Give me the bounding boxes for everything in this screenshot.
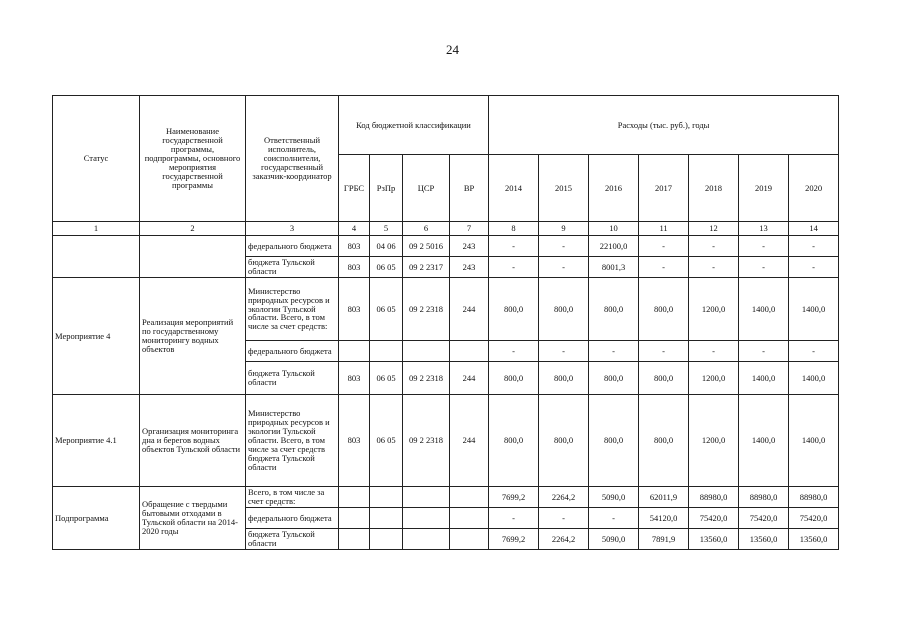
table-row: [53, 487, 839, 508]
responsible-cell: бюджета Тульской области: [246, 362, 339, 395]
value-cell: 13560,0: [789, 529, 839, 550]
value-cell: -: [789, 257, 839, 278]
rzpr-cell: 06 05: [370, 278, 403, 341]
value-cell: 800,0: [639, 395, 689, 487]
value-cell: 7699,2: [489, 529, 539, 550]
header-year: 2019: [739, 155, 789, 222]
name-cell: [140, 236, 246, 278]
value-cell: 2264,2: [539, 487, 589, 508]
csr-cell: [403, 341, 450, 362]
value-cell: -: [689, 341, 739, 362]
value-cell: 800,0: [589, 278, 639, 341]
vr-cell: 243: [450, 257, 489, 278]
value-cell: 1200,0: [689, 278, 739, 341]
responsible-cell: бюджета Тульской области: [246, 257, 339, 278]
csr-cell: 09 2 2318: [403, 395, 450, 487]
header-name: Наименование государственной программы, подпрограммы, основного мероприятия государственной программы: [140, 96, 246, 222]
name-cell: Реализация мероприятий по государственному мониторингу водных объектов: [140, 278, 246, 395]
header-responsible: Ответственный исполнитель, соисполнители, государственный заказчик-координатор: [246, 96, 339, 222]
responsible-cell: Министерство природных ресурсов и экологии Тульской области. Всего, в том числе за счет средств бюджета Тульской области: [246, 395, 339, 487]
value-cell: 800,0: [489, 362, 539, 395]
page-number: 24: [446, 42, 459, 57]
header-year: 2014: [489, 155, 539, 222]
header-year: 2015: [539, 155, 589, 222]
value-cell: 5090,0: [589, 487, 639, 508]
header-status: Статус: [53, 96, 140, 222]
csr-cell: [403, 529, 450, 550]
grbs-cell: 803: [339, 395, 370, 487]
value-cell: 13560,0: [739, 529, 789, 550]
header-year: 2018: [689, 155, 739, 222]
value-cell: -: [639, 341, 689, 362]
value-cell: 800,0: [639, 362, 689, 395]
value-cell: -: [589, 341, 639, 362]
col-number: 7: [450, 222, 489, 236]
value-cell: 75420,0: [789, 508, 839, 529]
value-cell: 88980,0: [789, 487, 839, 508]
rzpr-cell: 06 05: [370, 362, 403, 395]
header-budget-code: Код бюджетной классификации: [339, 96, 489, 155]
value-cell: 1400,0: [739, 278, 789, 341]
table-row: [53, 395, 839, 487]
col-number: 12: [689, 222, 739, 236]
value-cell: 54120,0: [639, 508, 689, 529]
rzpr-cell: [370, 341, 403, 362]
table-row: [53, 236, 839, 257]
rzpr-cell: 06 05: [370, 257, 403, 278]
value-cell: 5090,0: [589, 529, 639, 550]
value-cell: 800,0: [539, 362, 589, 395]
csr-cell: [403, 487, 450, 508]
value-cell: -: [539, 341, 589, 362]
header-year: 2020: [789, 155, 839, 222]
responsible-cell: федерального бюджета: [246, 341, 339, 362]
responsible-cell: федерального бюджета: [246, 508, 339, 529]
value-cell: 88980,0: [689, 487, 739, 508]
budget-table: [52, 95, 839, 550]
header-grbs: ГРБС: [339, 155, 370, 222]
col-number: 1: [53, 222, 140, 236]
value-cell: -: [639, 257, 689, 278]
vr-cell: 244: [450, 395, 489, 487]
col-number: 6: [403, 222, 450, 236]
value-cell: -: [739, 257, 789, 278]
status-cell: [53, 236, 140, 278]
value-cell: -: [789, 341, 839, 362]
csr-cell: 09 2 5016: [403, 236, 450, 257]
vr-cell: 244: [450, 362, 489, 395]
vr-cell: [450, 508, 489, 529]
rzpr-cell: [370, 508, 403, 529]
responsible-cell: федерального бюджета: [246, 236, 339, 257]
value-cell: 88980,0: [739, 487, 789, 508]
header-year: 2016: [589, 155, 639, 222]
col-number: 8: [489, 222, 539, 236]
col-number: 14: [789, 222, 839, 236]
col-number: 10: [589, 222, 639, 236]
status-cell: Подпрограмма: [53, 487, 140, 550]
name-cell: Организация мониторинга дна и берегов водных объектов Тульской области: [140, 395, 246, 487]
value-cell: -: [789, 236, 839, 257]
value-cell: 22100,0: [589, 236, 639, 257]
rzpr-cell: 06 05: [370, 395, 403, 487]
col-number: 5: [370, 222, 403, 236]
grbs-cell: [339, 487, 370, 508]
value-cell: 62011,9: [639, 487, 689, 508]
value-cell: 1200,0: [689, 362, 739, 395]
value-cell: 1400,0: [739, 362, 789, 395]
value-cell: -: [489, 341, 539, 362]
grbs-cell: [339, 529, 370, 550]
vr-cell: [450, 529, 489, 550]
value-cell: 8001,3: [589, 257, 639, 278]
csr-cell: 09 2 2317: [403, 257, 450, 278]
value-cell: 75420,0: [739, 508, 789, 529]
status-cell: Мероприятие 4.1: [53, 395, 140, 487]
col-number: 3: [246, 222, 339, 236]
value-cell: -: [739, 341, 789, 362]
col-number: 2: [140, 222, 246, 236]
responsible-cell: Всего, в том числе за счет средств:: [246, 487, 339, 508]
value-cell: 13560,0: [689, 529, 739, 550]
csr-cell: [403, 508, 450, 529]
value-cell: -: [739, 236, 789, 257]
value-cell: -: [589, 508, 639, 529]
vr-cell: [450, 487, 489, 508]
rzpr-cell: 04 06: [370, 236, 403, 257]
value-cell: 1400,0: [789, 395, 839, 487]
header-csr: ЦСР: [403, 155, 450, 222]
value-cell: 75420,0: [689, 508, 739, 529]
grbs-cell: 803: [339, 257, 370, 278]
value-cell: 800,0: [539, 395, 589, 487]
value-cell: -: [539, 257, 589, 278]
grbs-cell: 803: [339, 362, 370, 395]
value-cell: 7699,2: [489, 487, 539, 508]
grbs-cell: [339, 508, 370, 529]
rzpr-cell: [370, 529, 403, 550]
value-cell: 1400,0: [739, 395, 789, 487]
value-cell: 1400,0: [789, 278, 839, 341]
value-cell: 800,0: [589, 362, 639, 395]
header-rzpr: РзПр: [370, 155, 403, 222]
value-cell: -: [489, 257, 539, 278]
value-cell: -: [689, 236, 739, 257]
value-cell: 800,0: [489, 395, 539, 487]
value-cell: -: [689, 257, 739, 278]
value-cell: -: [489, 508, 539, 529]
vr-cell: 243: [450, 236, 489, 257]
value-cell: 800,0: [539, 278, 589, 341]
value-cell: -: [639, 236, 689, 257]
csr-cell: 09 2 2318: [403, 362, 450, 395]
grbs-cell: 803: [339, 236, 370, 257]
value-cell: 1200,0: [689, 395, 739, 487]
value-cell: 1400,0: [789, 362, 839, 395]
csr-cell: 09 2 2318: [403, 278, 450, 341]
vr-cell: 244: [450, 278, 489, 341]
col-number: 9: [539, 222, 589, 236]
col-number: 4: [339, 222, 370, 236]
header-vr: ВР: [450, 155, 489, 222]
value-cell: 2264,2: [539, 529, 589, 550]
grbs-cell: 803: [339, 278, 370, 341]
responsible-cell: Министерство природных ресурсов и экологии Тульской области. Всего, в том числе за счет средств:: [246, 278, 339, 341]
responsible-cell: бюджета Тульской области: [246, 529, 339, 550]
rzpr-cell: [370, 487, 403, 508]
name-cell: Обращение с твердыми бытовыми отходами в Тульской области на 2014-2020 годы: [140, 487, 246, 550]
grbs-cell: [339, 341, 370, 362]
col-number: 13: [739, 222, 789, 236]
table-row: [53, 278, 839, 341]
col-number: 11: [639, 222, 689, 236]
header-year: 2017: [639, 155, 689, 222]
value-cell: 800,0: [489, 278, 539, 341]
vr-cell: [450, 341, 489, 362]
value-cell: -: [489, 236, 539, 257]
value-cell: 7891,9: [639, 529, 689, 550]
header-expenses: Расходы (тыс. руб.), годы: [489, 96, 839, 155]
value-cell: 800,0: [639, 278, 689, 341]
value-cell: 800,0: [589, 395, 639, 487]
status-cell: Мероприятие 4: [53, 278, 140, 395]
value-cell: -: [539, 236, 589, 257]
value-cell: -: [539, 508, 589, 529]
